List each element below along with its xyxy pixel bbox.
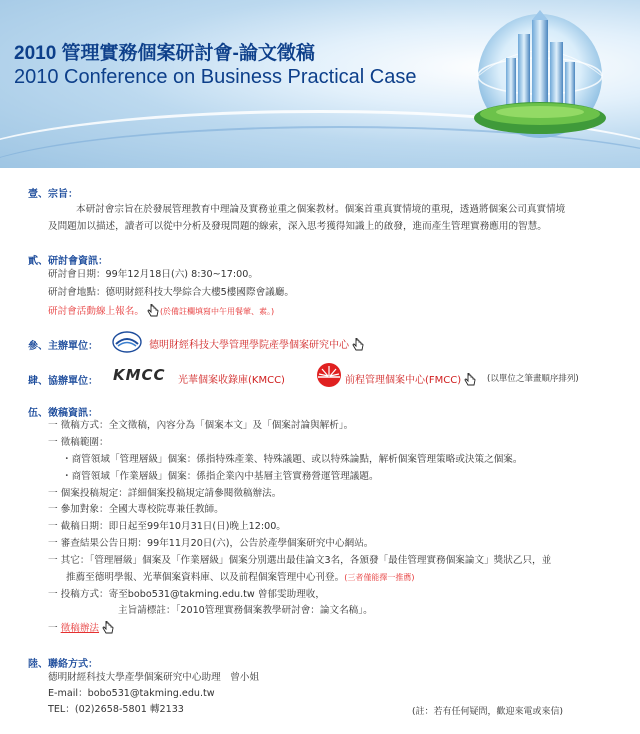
online-registration-link[interactable]: 研討會活動線上報名。 xyxy=(48,306,144,317)
section-6-heading: 陸、聯絡方式： xyxy=(28,659,98,670)
call-for-papers-link[interactable]: 徵稿辦法 xyxy=(60,623,100,634)
conference-date: 研討會日期：99年12月18日(六) 8:30~17:00。 xyxy=(48,269,258,280)
pointer-hand-icon[interactable] xyxy=(351,338,365,352)
section-5-heading: 伍、徵稿資訊： xyxy=(28,408,98,419)
scope-management-level: ・商管領域「管理層級」個案：係指特殊產業、特殊議題、或以特殊論點，解析個案管理策略或決策之個案。 xyxy=(62,454,523,465)
organizer-link[interactable] xyxy=(149,336,365,352)
contact-email: E-mail：bobo531@takming.edu.tw xyxy=(48,688,215,699)
co-organizer-fmcc-link[interactable] xyxy=(345,371,477,387)
banner-title-en: 2010 Conference on Business Practical Case xyxy=(14,66,417,88)
review-announcement: 一 審查結果公告日期：99年11月20日(六)，公告於產學個案研究中心網站。 xyxy=(48,538,374,549)
contact-phone: TEL：(02)2658-5801 轉2133 xyxy=(48,704,184,715)
conference-venue: 研討會地點：德明財經科技大學綜合大樓5樓國際會議廳。 xyxy=(48,287,294,298)
section-2-heading: 貳、研討會資訊： xyxy=(28,256,108,267)
registration-note: (於備註欄填寫中午用餐葷、素。) xyxy=(159,307,275,316)
fmcc-sun-logo-icon xyxy=(316,362,342,388)
call-for-papers-row: 一 徵稿辦法 xyxy=(48,621,115,635)
registration-row xyxy=(48,304,274,318)
section-1-line-1: 本研討會宗旨在於發展管理教育中理論及實務並重之個案教材。個案首重真實情境的重現，透過將個案公司真實情境 xyxy=(76,204,566,215)
pointer-hand-icon[interactable] xyxy=(101,621,115,635)
pointer-hand-icon[interactable] xyxy=(463,373,477,387)
section-1-heading: 壹、宗旨： xyxy=(28,189,78,200)
banner xyxy=(0,0,640,168)
takming-logo-icon xyxy=(112,331,142,353)
contact-note: (註：若有任何疑問，歡迎來電或來信) xyxy=(412,707,564,717)
scope-operation-level: ・商管領域「作業層級」個案：係指企業內中基層主管實務營運管理議題。 xyxy=(62,471,379,482)
section-3-heading: 參、主辦單位： xyxy=(28,341,98,352)
section-1-line-2: 及問題加以描述，讀者可以從中分析及發現問題的線索，深入思考獲得知識上的啟發，進而產生管理實務應用的智慧。 xyxy=(48,221,547,232)
banner-title-zh: 2010 管理實務個案研討會-論文徵稿 xyxy=(14,43,315,64)
submission-method: 一 徵稿方式：全文徵稿，內容分為「個案本文」及「個案討論與解析」。 xyxy=(48,420,354,431)
deadline: 一 截稿日期：即日起至99年10月31日(日)晚上12:00。 xyxy=(48,521,286,532)
participants: 一 參加對象：全國大專校院專兼任教師。 xyxy=(48,504,224,515)
submission-email: 一 投稿方式：寄至bobo531@takming.edu.tw 曾郁雯助理收， xyxy=(48,589,325,600)
section-4-heading: 肆、協辦單位： xyxy=(28,376,98,387)
recommend-note: (三者僅能擇一推薦) xyxy=(344,573,415,582)
co-organizer-fmcc[interactable]: 前程管理個案中心(FMCC) xyxy=(345,375,462,386)
pointer-hand-icon[interactable] xyxy=(146,304,160,318)
submission-scope-label: 一 徵稿範圍： xyxy=(48,437,109,448)
contact-person: 德明財經科技大學產學個案研究中心助理 曾小姐 xyxy=(48,672,260,683)
organizer-name[interactable]: 德明財經科技大學管理學院產學個案研究中心 xyxy=(149,340,349,351)
recommend-text: 推薦至德明學報、光華個案資料庫、以及前程個案管理中心刊登。 xyxy=(66,572,345,583)
recommend-publication xyxy=(66,571,414,584)
submission-rules: 一 個案投稿規定：詳細個案投稿規定請參閱徵稿辦法。 xyxy=(48,488,282,499)
co-organizer-order-note: (以單位之筆畫順序排列) xyxy=(487,374,579,384)
subject-line-note: 主旨請標註：「2010管理實務個案教學研討會：論文名稿」。 xyxy=(118,605,373,616)
co-organizer-kmcc[interactable]: 光華個案收錄庫(KMCC) xyxy=(178,375,285,386)
kmcc-logo: KMCC xyxy=(113,366,166,384)
globe-city-illustration xyxy=(448,6,628,156)
other-awards: 一 其它：「管理層級」個案及「作業層級」個案分別選出最佳論文3名，各頒發「最佳管理實務個案論文」獎狀乙只，並 xyxy=(48,555,552,566)
